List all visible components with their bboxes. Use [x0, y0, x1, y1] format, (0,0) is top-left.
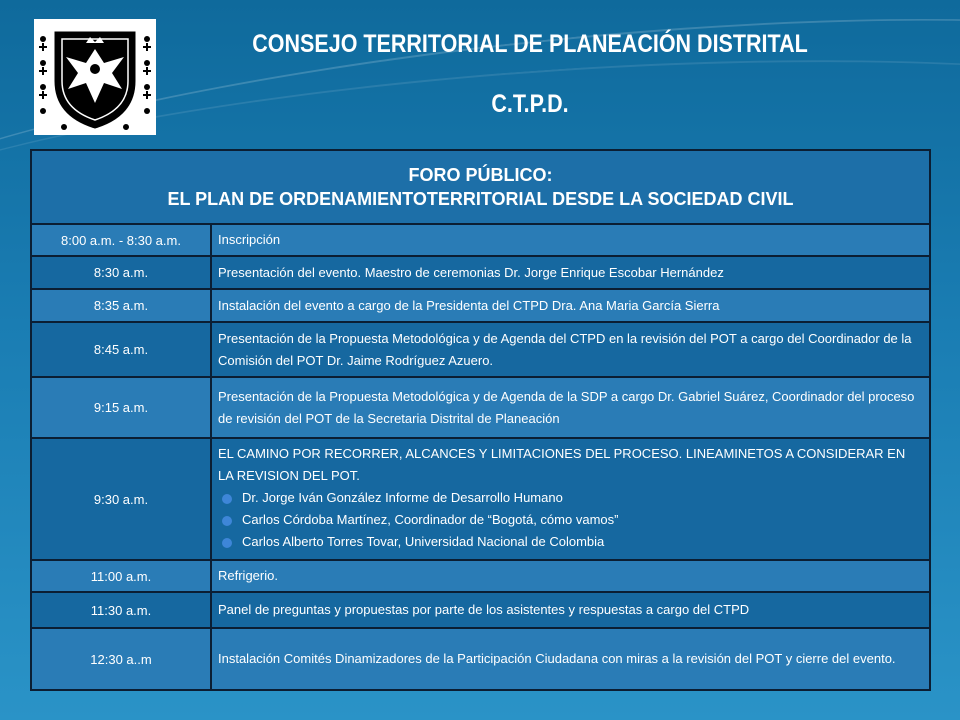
agenda-time: 8:00 a.m. - 8:30 a.m. [31, 224, 211, 256]
agenda-activity [211, 438, 930, 560]
agenda-row [31, 438, 930, 560]
council-title: CONSEJO TERRITORIAL DE PLANEACIÓN DISTRITAL [252, 30, 808, 58]
agenda-heading [31, 150, 930, 224]
coat-of-arms-logo [34, 19, 156, 135]
agenda-time: 11:30 a.m. [31, 592, 211, 628]
activity-text: EL CAMINO POR RECORRER, ALCANCES Y LIMITACIONES DEL PROCESO. LINEAMINETOS A CONSIDERAR EN LA REVISION DEL POT. [218, 446, 906, 483]
agenda-table [30, 149, 931, 691]
agenda-activity [211, 628, 930, 690]
activity-text: Panel de preguntas y propuestas por parte de los asistentes y respuestas a cargo del CTPD [218, 602, 750, 617]
activity-text: Presentación del evento. Maestro de ceremonias Dr. Jorge Enrique Escobar Hernández [218, 264, 724, 280]
bullet-icon [222, 538, 232, 548]
activity-text: Instalación del evento a cargo de la Presidenta del CTPD Dra. Ana Maria García Sierra [218, 297, 720, 313]
speaker-item [218, 487, 923, 509]
activity-text: Instalación Comités Dinamizadores de la Participación Ciudadana con miras a la revisión del POT y cierre del evento. [218, 651, 896, 666]
speaker-item [218, 531, 923, 553]
activity-text: Inscripción [218, 232, 281, 247]
activity-text: Presentación de la Propuesta Metodológica y de Agenda del CTPD en la revisión del POT a cargo del Coordinador de la Comisión del POT Dr. Jaime Rodríguez Azuero. [218, 330, 912, 368]
speaker-item [218, 509, 923, 531]
speaker-list [218, 487, 923, 555]
speaker-name: Carlos Alberto Torres Tovar, Universidad Nacional de Colombia [242, 534, 605, 549]
agenda-time: 9:15 a.m. [31, 377, 211, 438]
bullet-icon [222, 494, 232, 504]
speaker-name: Dr. Jorge Iván González Informe de Desarrollo Humano [242, 490, 563, 505]
agenda-row [31, 256, 930, 289]
agenda-row [31, 224, 930, 256]
agenda-activity [211, 289, 930, 322]
forum-title: EL PLAN DE ORDENAMIENTOTERRITORIAL DESDE LA SOCIEDAD CIVIL [167, 189, 794, 209]
agenda-row [31, 592, 930, 628]
agenda-row [31, 377, 930, 438]
agenda-activity [211, 256, 930, 289]
agenda-time: 12:30 a..m [31, 628, 211, 690]
agenda-activity [211, 560, 930, 592]
agenda-activity [211, 592, 930, 628]
agenda-row [31, 322, 930, 377]
agenda-time: 8:35 a.m. [31, 289, 211, 322]
agenda-time: 8:30 a.m. [31, 256, 211, 289]
agenda-activity [211, 224, 930, 256]
agenda-time: 8:45 a.m. [31, 322, 211, 377]
activity-text: Presentación de la Propuesta Metodológica y de Agenda de la SDP a cargo Dr. Gabriel Suárez, Coordinador del proceso de revisión del POT de la Secretaria Distrital de Planeación [218, 388, 915, 426]
speaker-name: Carlos Córdoba Martínez, Coordinador de “Bogotá, cómo vamos” [242, 512, 619, 527]
agenda-time: 11:00 a.m. [31, 560, 211, 592]
activity-text: Refrigerio. [218, 568, 278, 583]
agenda-row [31, 560, 930, 592]
agenda-time: 9:30 a.m. [31, 438, 211, 560]
bullet-icon [222, 516, 232, 526]
agenda-row [31, 628, 930, 690]
council-acronym: C.T.P.D. [491, 90, 569, 118]
forum-label: FORO PÚBLICO: [408, 165, 553, 185]
agenda-activity [211, 322, 930, 377]
agenda-row [31, 289, 930, 322]
agenda-heading-row [31, 150, 930, 224]
agenda-activity [211, 377, 930, 438]
